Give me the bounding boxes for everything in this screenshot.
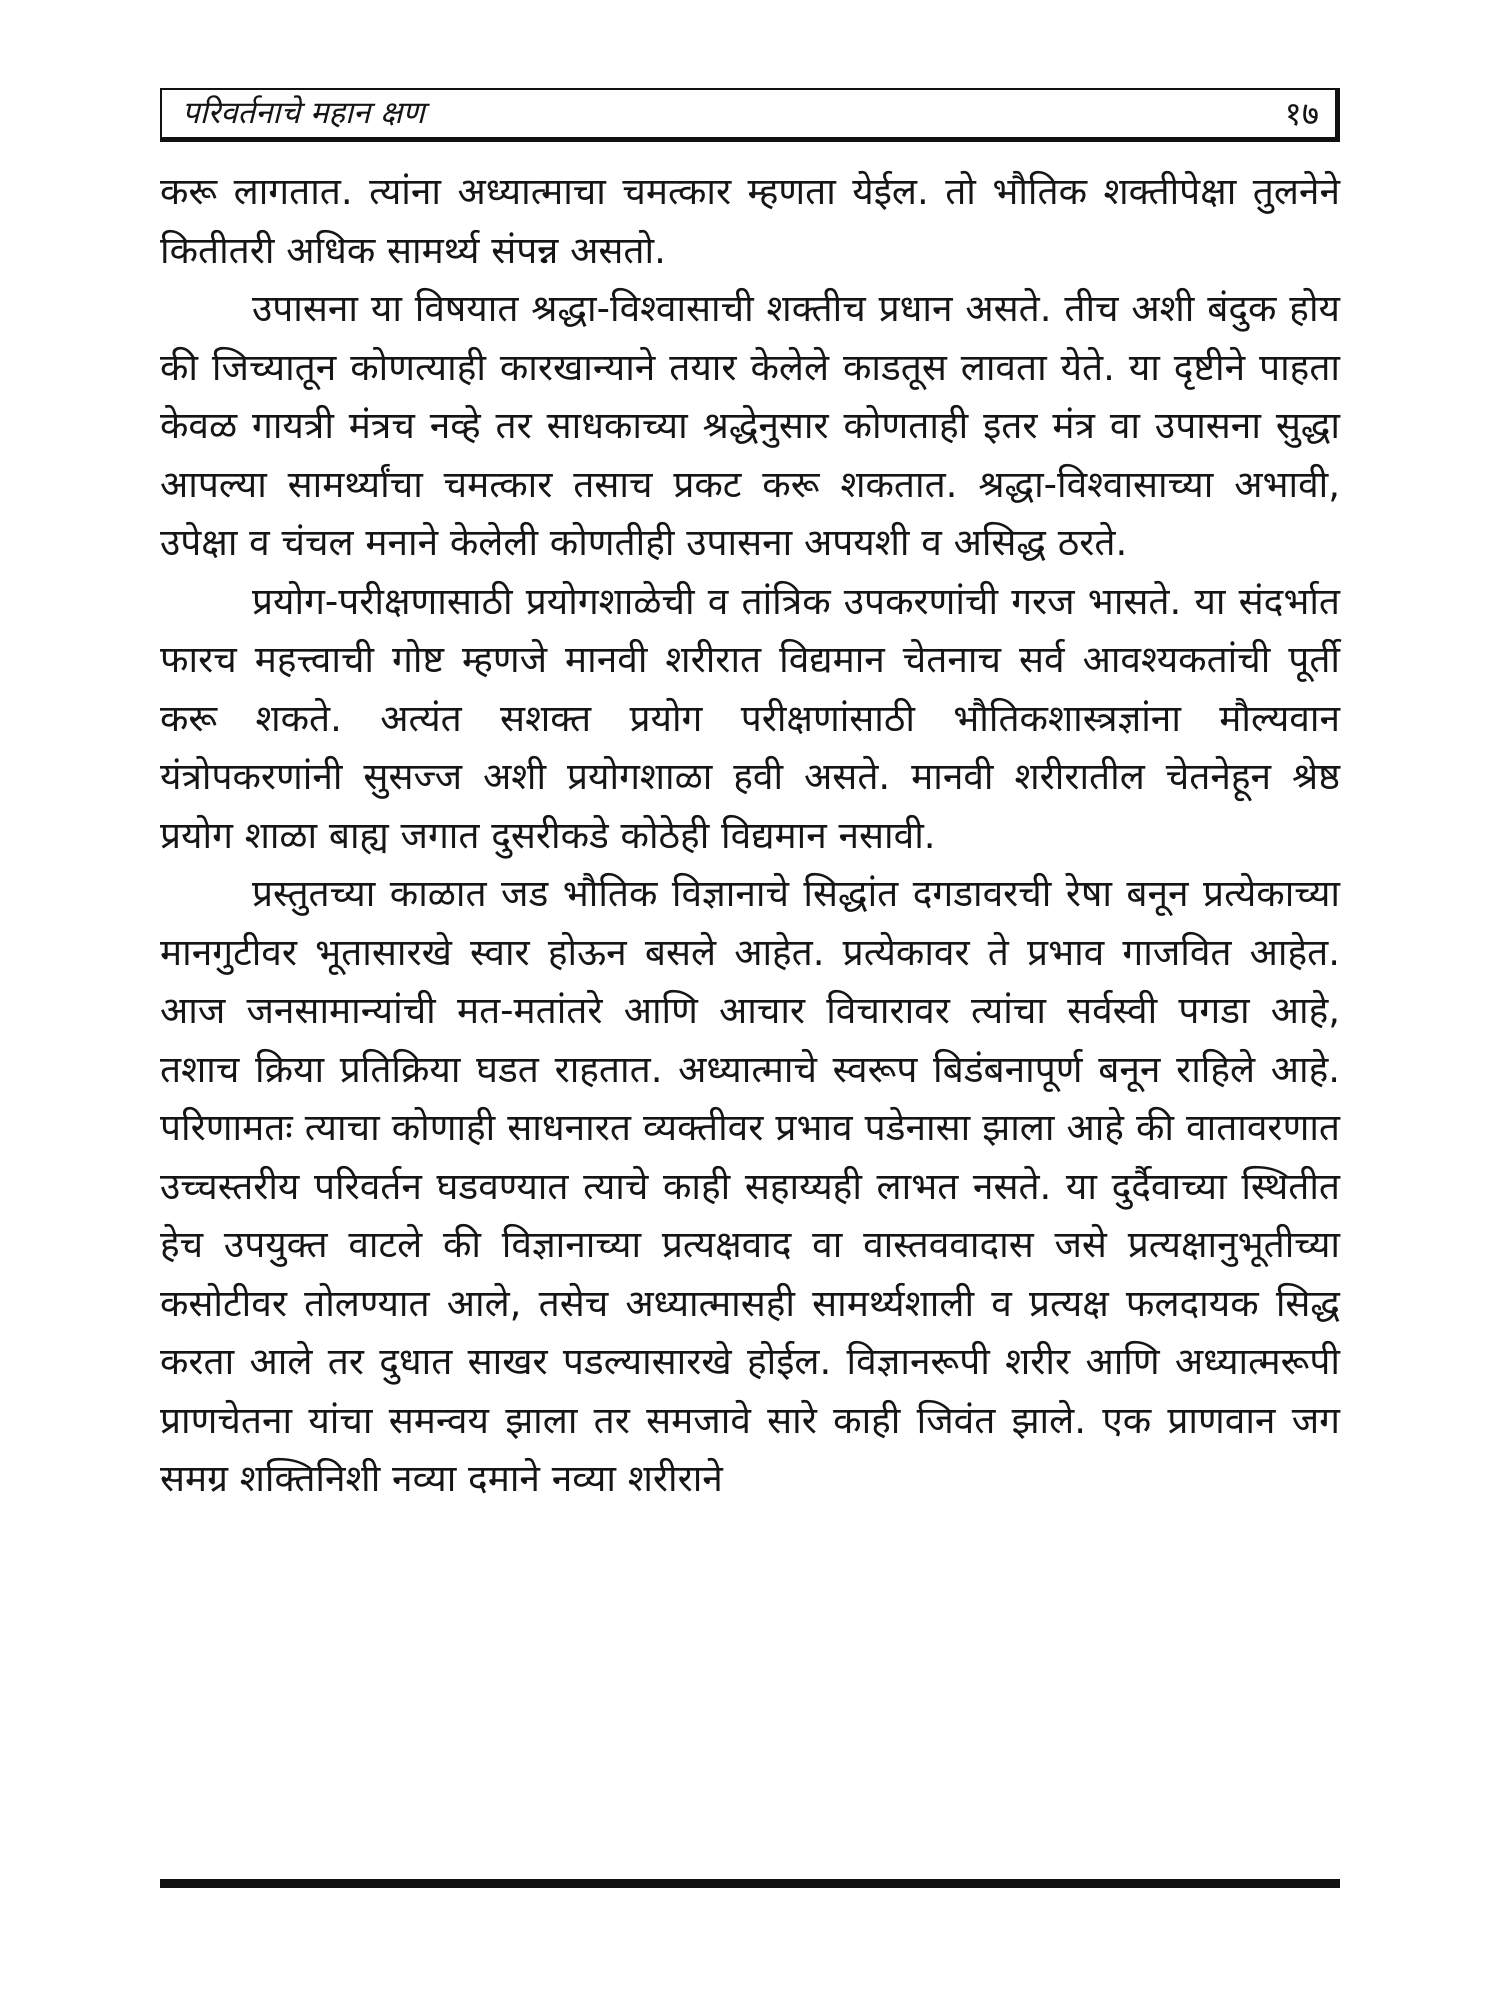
page-body <box>160 163 1340 1509</box>
running-header <box>160 88 1340 142</box>
paragraph-prastut: प्रस्तुतच्या काळात जड भौतिक विज्ञानाचे सिद्धांत दगडावरची रेषा बनून प्रत्येकाच्या मानगुटीवर भूतासारखे स्वार होऊन बसले आहेत. प्रत्येकावर ते प्रभाव गाजवित आहेत. आज जनसामान्यांची मत-मतांतरे आणि आचार विचारावर त्यांचा सर्वस्वी पगडा आहे, तशाच क्रिया प्रतिक्रिया घडत राहतात. अध्यात्माचे स्वरूप बिडंबनापूर्ण बनून राहिले आहे. परिणामतः त्याचा कोणाही साधनारत व्यक्तीवर प्रभाव पडेनासा झाला आहे की वातावरणात उच्चस्तरीय परिवर्तन घडवण्यात त्याचे काही सहाय्यही लाभत नसते. या दुर्दैवाच्या स्थितीत हेच उपयुक्त वाटले की विज्ञानाच्या प्रत्यक्षवाद वा वास्तववादास जसे प्रत्यक्षानुभूतीच्या कसोटीवर तोलण्यात आले, तसेच अध्यात्मासही सामर्थ्यशाली व प्रत्यक्ष फलदायक सिद्ध करता आले तर दुधात साखर पडल्यासारखे होईल. विज्ञानरूपी शरीर आणि अध्यात्मरूपी प्राणचेतना यांचा समन्वय झाला तर समजावे सारे काही जिवंत झाले. एक प्राणवान जग समग्र शक्तिनिशी नव्या दमाने नव्या शरीराने <box>160 872 1340 1500</box>
running-title: परिवर्तनाचे महान क्षण <box>182 95 425 131</box>
paragraph-continuation: करू लागतात. त्यांना अध्यात्माचा चमत्कार म्हणता येईल. तो भौतिक शक्तीपेक्षा तुलनेने कितीतरी अधिक सामर्थ्य संपन्न असतो. <box>160 170 1340 272</box>
page-number: १७ <box>1284 94 1319 133</box>
book-page <box>160 88 1340 1888</box>
paragraph-upasana: उपासना या विषयात श्रद्धा-विश्वासाची शक्तीच प्रधान असते. तीच अशी बंदुक होय की जिच्यातून कोणत्याही कारखान्याने तयार केलेले काडतूस लावता येते. या दृष्टीने पाहता केवळ गायत्री मंत्रच नव्हे तर साधकाच्या श्रद्धेनुसार कोणताही इतर मंत्र वा उपासना सुद्धा आपल्या सामर्थ्यांचा चमत्कार तसाच प्रकट करू शकतात. श्रद्धा-विश्वासाच्या अभावी, उपेक्षा व चंचल मनाने केलेली कोणतीही उपासना अपयशी व असिद्ध ठरते. <box>160 287 1340 564</box>
footer-rule <box>160 1879 1340 1888</box>
paragraph-prayog: प्रयोग-परीक्षणासाठी प्रयोगशाळेची व तांत्रिक उपकरणांची गरज भासते. या संदर्भात फारच महत्त्वाची गोष्ट म्हणजे मानवी शरीरात विद्यमान चेतनाच सर्व आवश्यकतांची पूर्ती करू शकते. अत्यंत सशक्त प्रयोग परीक्षणांसाठी भौतिकशास्त्रज्ञांना मौल्यवान यंत्रोपकरणांनी सुसज्ज अशी प्रयोगशाळा हवी असते. मानवी शरीरातील चेतनेहून श्रेष्ठ प्रयोग शाळा बाह्य जगात दुसरीकडे कोठेही विद्यमान नसावी. <box>160 579 1340 857</box>
